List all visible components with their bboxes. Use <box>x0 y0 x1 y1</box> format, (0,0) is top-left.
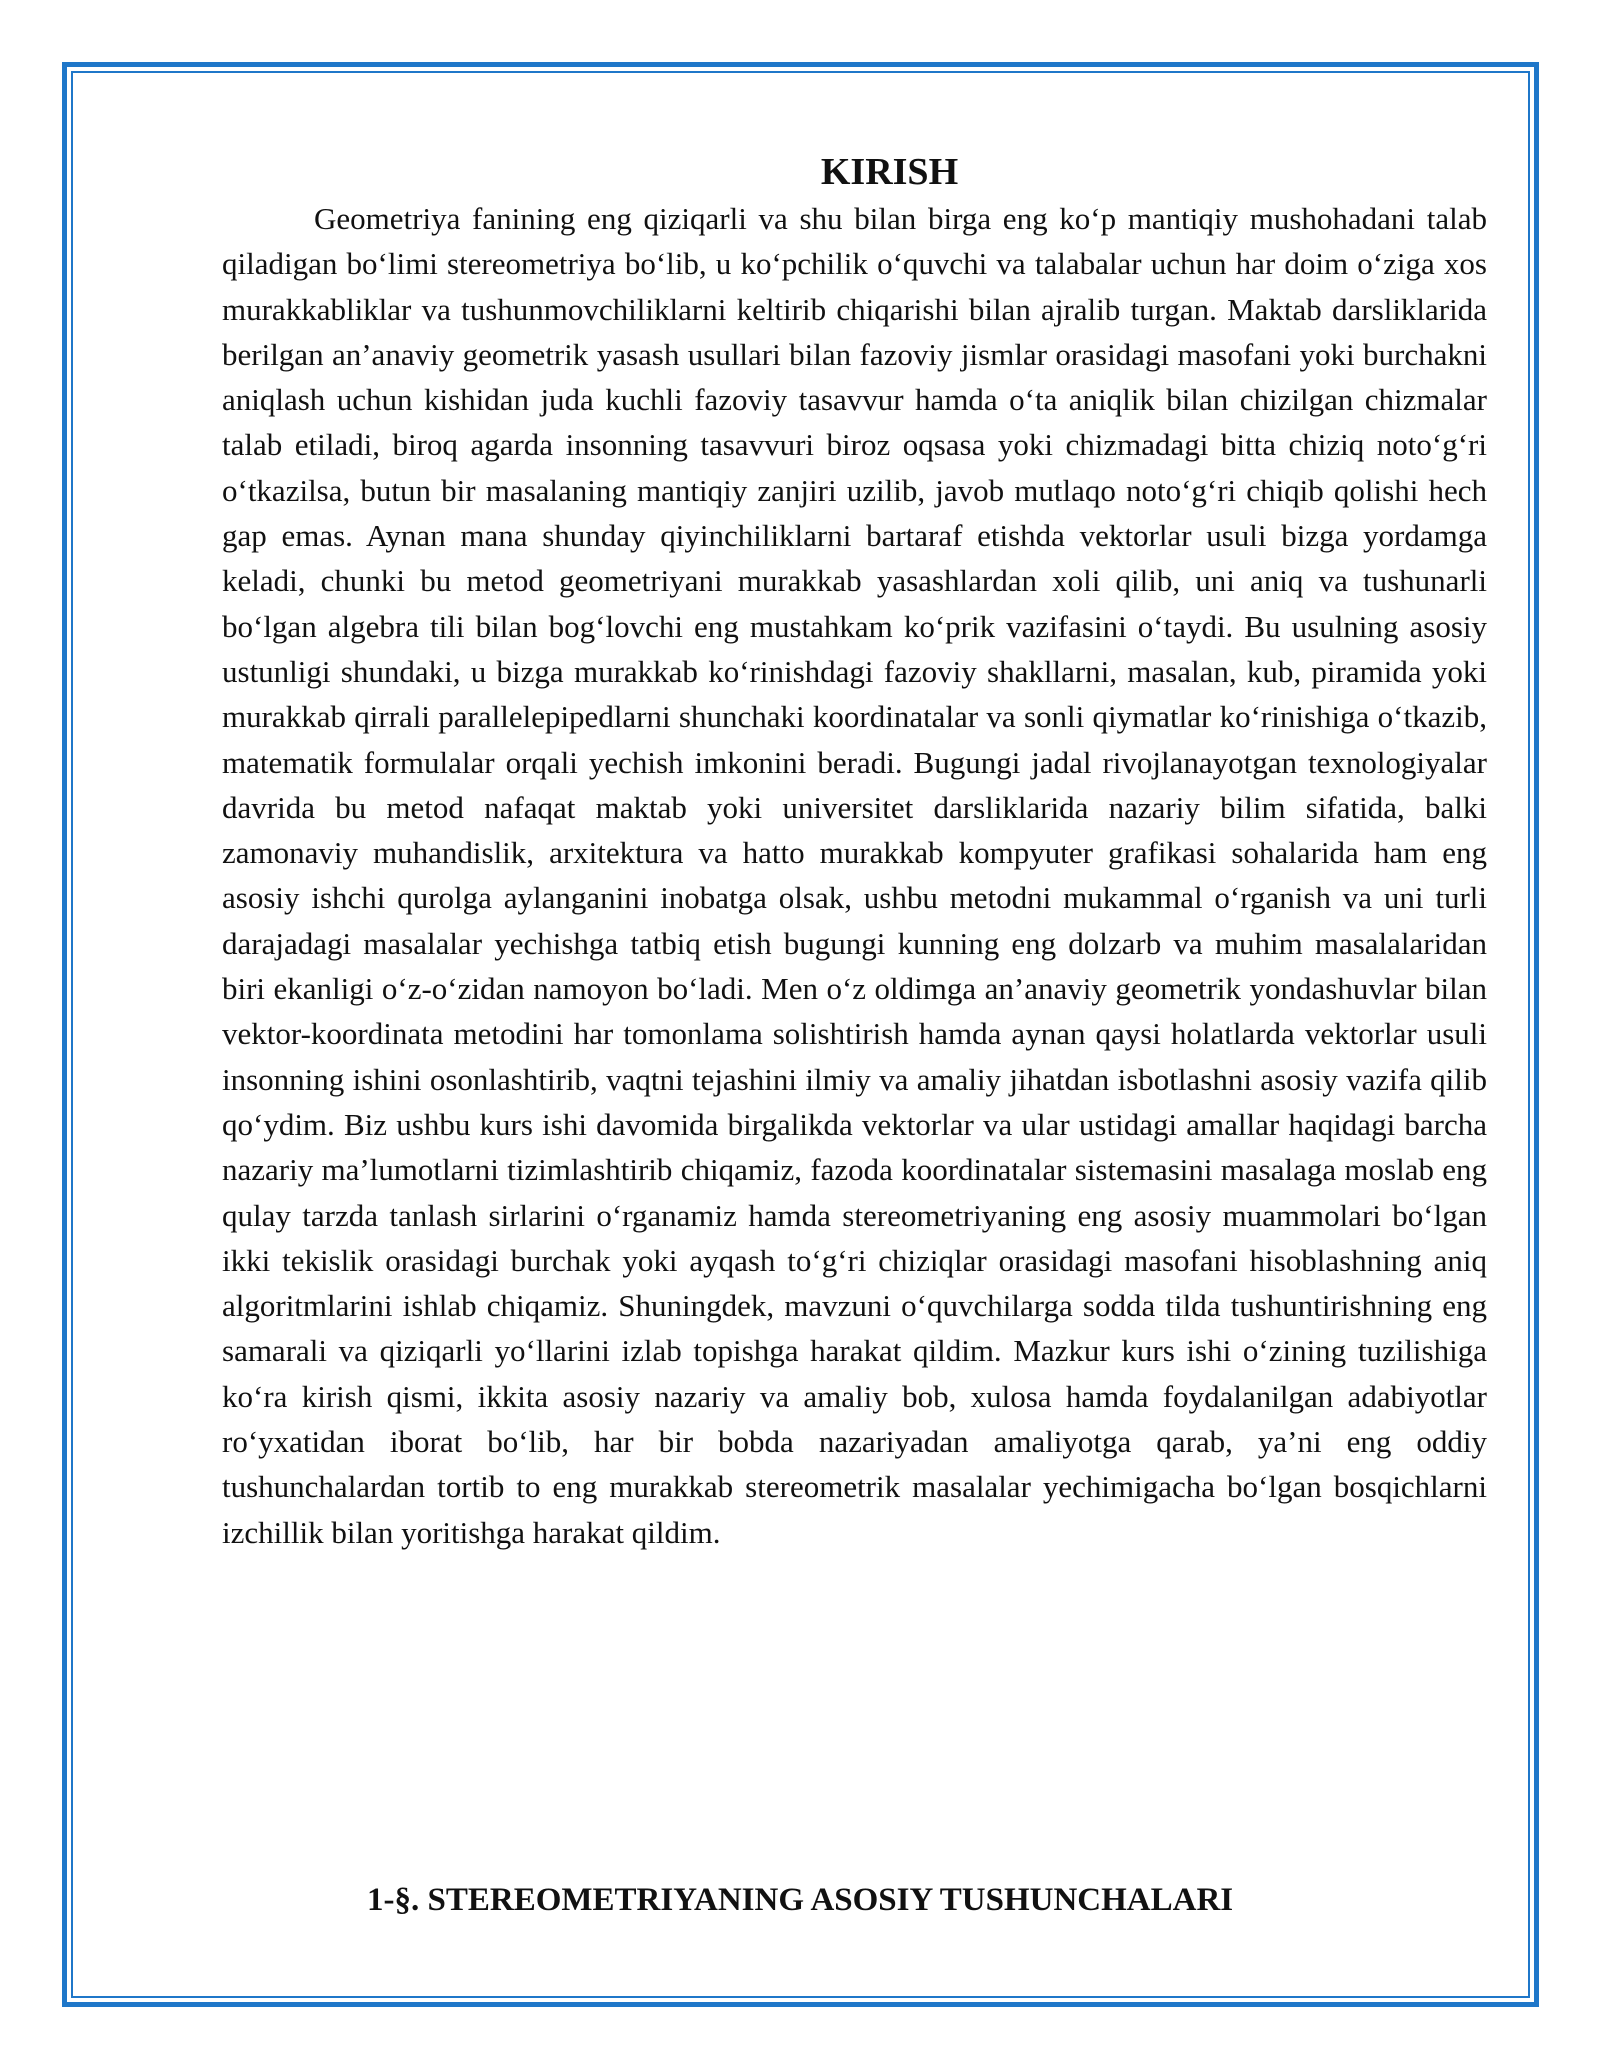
section-heading: 1-§. STEREOMETRIYANING ASOSIY TUSHUNCHALARI <box>367 1882 1234 1918</box>
page-title: KIRISH <box>820 151 959 193</box>
intro-paragraph: Geometriya fanining eng qiziqarli va shu bilan birga eng ko‘p mantiqiy mushohadani talab qiladigan bo‘limi stereometriya bo‘lib, u ko‘pchilik o‘quvchi va talabalar uchun har doim o‘ziga xos murakkabliklar va tushunmovchiliklarni keltirib chiqarishi bilan ajralib turgan. Maktab darsliklarida berilgan an’anaviy geometrik yasash usullari bilan fazoviy jismlar orasidagi masofani yoki burchakni aniqlash uchun kishidan juda kuchli fazoviy tasavvur hamda o‘ta aniqlik bilan chizilgan chizmalar talab etiladi, biroq agarda insonning tasavvuri biroz oqsasa yoki chizmadagi bitta chiziq noto‘g‘ri o‘tkazilsa, butun bir masalaning mantiqiy zanjiri uzilib, javob mutlaqo noto‘g‘ri chiqib qolishi hech gap emas. Aynan mana shunday qiyinchiliklarni bartaraf etishda vektorlar usuli bizga yordamga keladi, chunki bu metod geometriyani murakkab yasashlardan xoli qilib, uni aniq va tushunarli bo‘lgan algebra tili bilan bog‘lovchi eng mustahkam ko‘prik vazifasini o‘taydi. Bu usulning asosiy ustunligi shundaki, u bizga murakkab ko‘rinishdagi fazoviy shakllarni, masalan, kub, piramida yoki murakkab qirrali parallelepipedlarni shunchaki koordinatalar va sonli qiymatlar ko‘rinishiga o‘tkazib, matematik formulalar orqali yechish imkonini beradi. Bugungi jadal rivojlanayotgan texnologiyalar davrida bu metod nafaqat maktab yoki universitet darsliklarida nazariy bilim sifatida, balki zamonaviy muhandislik, arxitektura va hatto murakkab kompyuter grafikasi sohalarida ham eng asosiy ishchi qurolga aylanganini inobatga olsak, ushbu metodni mukammal o‘rganish va uni turli darajadagi masalalar yechishga tatbiq etish bugungi kunning eng dolzarb va muhim masalalaridan biri ekanligi o‘z-o‘zidan namoyon bo‘ladi. Men o‘z oldimga an’anaviy geometrik yondashuvlar bilan vektor-koordinata metodini har tomonlama solishtirish hamda aynan qaysi holatlarda vektorlar usuli insonning ishini osonlashtirib, vaqtni tejashini ilmiy va amaliy jihatdan isbotlashni asosiy vazifa qilib qo‘ydim. Biz ushbu kurs ishi davomida birgalikda vektorlar va ular ustidagi amallar haqidagi barcha nazariy ma’lumotlarni tizimlashtirib chiqamiz, fazoda koordinatalar sistemasini masalaga moslab eng qulay tarzda tanlash sirlarini o‘rganamiz hamda stereometriyaning eng asosiy muammolari bo‘lgan ikki tekislik orasidagi burchak yoki ayqash to‘g‘ri chiziqlar orasidagi masofani hisoblashning aniq algoritmlarini ishlab chiqamiz. Shuningdek, mavzuni o‘quvchilarga sodda tilda tushuntirishning eng samarali va qiziqarli yo‘llarini izlab topishga harakat qildim. Mazkur kurs ishi o‘zining tuzilishiga ko‘ra kirish qismi, ikkita asosiy nazariy va amaliy bob, xulosa hamda foydalanilgan adabiyotlar ro‘yxatidan iborat bo‘lib, har bir bobda nazariyadan amaliyotga qarab, ya’ni eng oddiy tushunchalardan tortib to eng murakkab stereometrik masalalar yechimigacha bo‘lgan bosqichlarni izchillik bilan yoritishga harakat qildim. <box>222 201 1487 1550</box>
document-body <box>222 148 1487 1555</box>
